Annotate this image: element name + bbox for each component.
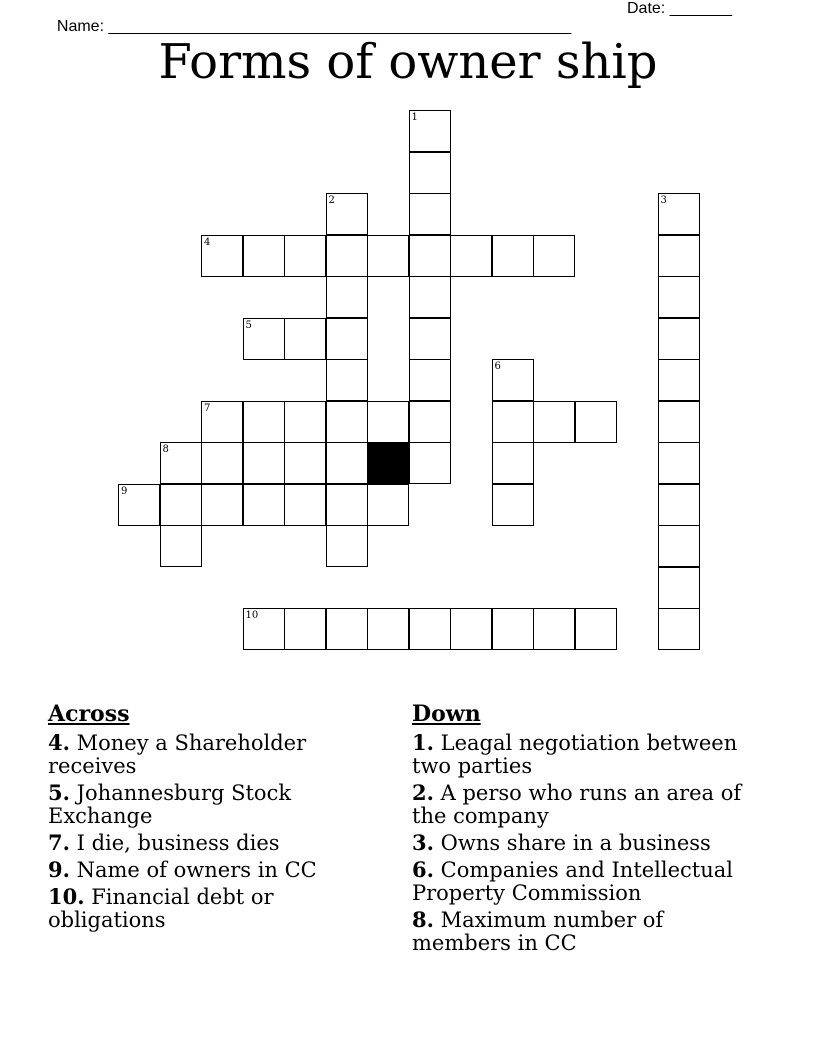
clue-number-label: 9 bbox=[121, 485, 128, 497]
clue-text: Owns share in a business bbox=[440, 831, 711, 855]
clue-text: Johannesburg Stock Exchange bbox=[48, 781, 292, 828]
grid-cell[interactable] bbox=[450, 608, 492, 650]
across-clue bbox=[48, 781, 378, 828]
grid-cell[interactable] bbox=[658, 484, 700, 526]
grid-cell[interactable] bbox=[243, 318, 285, 360]
across-clue bbox=[48, 831, 378, 855]
down-clue bbox=[412, 731, 757, 778]
across-clue bbox=[48, 731, 378, 778]
grid-cell[interactable] bbox=[201, 484, 243, 526]
grid-cell[interactable] bbox=[326, 525, 368, 567]
grid-cell[interactable] bbox=[409, 152, 451, 194]
grid-cell[interactable] bbox=[658, 318, 700, 360]
clue-number-label: 3 bbox=[660, 195, 667, 206]
grid-cell[interactable] bbox=[326, 484, 368, 526]
clue-number-label: 7 bbox=[204, 402, 211, 414]
down-clue bbox=[412, 858, 757, 905]
grid-cell[interactable] bbox=[492, 442, 534, 484]
grid-cell[interactable] bbox=[658, 525, 700, 567]
across-clue bbox=[48, 858, 378, 882]
grid-cell[interactable] bbox=[367, 484, 409, 526]
grid-cell[interactable] bbox=[409, 193, 451, 235]
grid-cell[interactable] bbox=[326, 401, 368, 443]
clue-number-label: 8 bbox=[162, 444, 169, 455]
clue-text: I die, business dies bbox=[76, 831, 280, 855]
clue-text: Name of owners in CC bbox=[76, 858, 317, 882]
grid-cell[interactable] bbox=[409, 359, 451, 401]
grid-cell[interactable] bbox=[492, 401, 534, 443]
grid-cell[interactable] bbox=[492, 608, 534, 650]
clue-number: 2. bbox=[412, 780, 434, 805]
grid-cell[interactable] bbox=[160, 525, 202, 567]
clue-number-label: 10 bbox=[245, 610, 259, 621]
grid-cell[interactable] bbox=[326, 608, 368, 650]
grid-cell[interactable] bbox=[201, 442, 243, 484]
black-cell bbox=[367, 442, 409, 484]
grid-cell[interactable] bbox=[658, 442, 700, 484]
clue-text: A perso who runs an area of the company bbox=[412, 781, 742, 828]
grid-cell[interactable] bbox=[409, 442, 451, 484]
grid-cell[interactable] bbox=[658, 608, 700, 650]
grid-cell[interactable] bbox=[118, 484, 160, 526]
grid-cell[interactable] bbox=[492, 235, 534, 277]
grid-cell[interactable] bbox=[575, 608, 617, 650]
clue-number-label: 4 bbox=[204, 236, 211, 248]
grid-cell[interactable] bbox=[326, 318, 368, 360]
across-clue bbox=[48, 885, 378, 932]
clue-number: 8. bbox=[412, 907, 434, 932]
grid-cell[interactable] bbox=[201, 401, 243, 443]
grid-cell[interactable] bbox=[326, 359, 368, 401]
down-clue bbox=[412, 908, 757, 955]
clue-number: 10. bbox=[48, 884, 85, 909]
grid-cell[interactable] bbox=[284, 442, 326, 484]
clue-text: Financial debt or obligations bbox=[48, 885, 274, 932]
grid-cell[interactable] bbox=[243, 235, 285, 277]
grid-cell[interactable] bbox=[367, 608, 409, 650]
clue-number: 6. bbox=[412, 857, 434, 882]
grid-cell[interactable] bbox=[450, 235, 492, 277]
grid-cell[interactable] bbox=[533, 235, 575, 277]
clue-text: Leagal negotiation between two parties bbox=[412, 731, 738, 778]
clue-number-label: 1 bbox=[411, 112, 418, 123]
clue-number: 7. bbox=[48, 830, 70, 855]
down-clues bbox=[412, 701, 757, 958]
clue-text: Money a Shareholder receives bbox=[48, 731, 307, 778]
grid-cell[interactable] bbox=[658, 567, 700, 609]
grid-cell[interactable] bbox=[326, 442, 368, 484]
clue-number: 5. bbox=[48, 780, 70, 805]
grid-cell[interactable] bbox=[575, 401, 617, 443]
grid-cell[interactable] bbox=[409, 276, 451, 318]
grid-cell[interactable] bbox=[658, 235, 700, 277]
clue-number-label: 2 bbox=[328, 195, 335, 206]
grid-cell[interactable] bbox=[326, 235, 368, 277]
page-title: Forms of owner ship bbox=[158, 34, 658, 90]
grid-cell[interactable] bbox=[160, 442, 202, 484]
grid-cell[interactable] bbox=[284, 608, 326, 650]
clue-number: 9. bbox=[48, 857, 70, 882]
grid-cell[interactable] bbox=[533, 608, 575, 650]
clue-text: Companies and Intellectual Property Commission bbox=[412, 858, 734, 905]
clue-number-label: 6 bbox=[494, 361, 501, 372]
down-heading: Down bbox=[412, 701, 481, 727]
grid-cell[interactable] bbox=[284, 401, 326, 443]
clue-number: 1. bbox=[412, 730, 434, 755]
grid-cell[interactable] bbox=[367, 401, 409, 443]
grid-cell[interactable] bbox=[409, 608, 451, 650]
grid-cell[interactable] bbox=[326, 193, 368, 235]
grid-cell[interactable] bbox=[243, 484, 285, 526]
grid-cell[interactable] bbox=[658, 193, 700, 235]
clue-number: 3. bbox=[412, 830, 434, 855]
grid-cell[interactable] bbox=[284, 235, 326, 277]
grid-cell[interactable] bbox=[367, 235, 409, 277]
across-heading: Across bbox=[48, 701, 130, 727]
date-field-label: Date: _______ bbox=[627, 0, 732, 17]
grid-cell[interactable] bbox=[326, 276, 368, 318]
grid-cell[interactable] bbox=[409, 110, 451, 152]
name-field-label: Name: ____________________________________________________ bbox=[56, 18, 572, 35]
grid-cell[interactable] bbox=[658, 276, 700, 318]
clue-number: 4. bbox=[48, 730, 70, 755]
down-clue bbox=[412, 831, 757, 855]
grid-cell[interactable] bbox=[243, 401, 285, 443]
grid-cell[interactable] bbox=[284, 318, 326, 360]
grid-cell[interactable] bbox=[658, 359, 700, 401]
down-clue bbox=[412, 781, 757, 828]
grid-cell[interactable] bbox=[284, 484, 326, 526]
grid-cell[interactable] bbox=[658, 401, 700, 443]
grid-cell[interactable] bbox=[243, 442, 285, 484]
grid-cell[interactable] bbox=[160, 484, 202, 526]
grid-cell[interactable] bbox=[409, 401, 451, 443]
grid-cell[interactable] bbox=[533, 401, 575, 443]
grid-cell[interactable] bbox=[492, 359, 534, 401]
clue-number-label: 5 bbox=[245, 319, 252, 331]
grid-cell[interactable] bbox=[201, 235, 243, 277]
grid-cell[interactable] bbox=[492, 484, 534, 526]
across-clues bbox=[48, 701, 378, 935]
grid-cell[interactable] bbox=[409, 235, 451, 277]
grid-cell[interactable] bbox=[409, 318, 451, 360]
grid-cell[interactable] bbox=[243, 608, 285, 650]
clue-text: Maximum number of members in CC bbox=[412, 908, 664, 955]
